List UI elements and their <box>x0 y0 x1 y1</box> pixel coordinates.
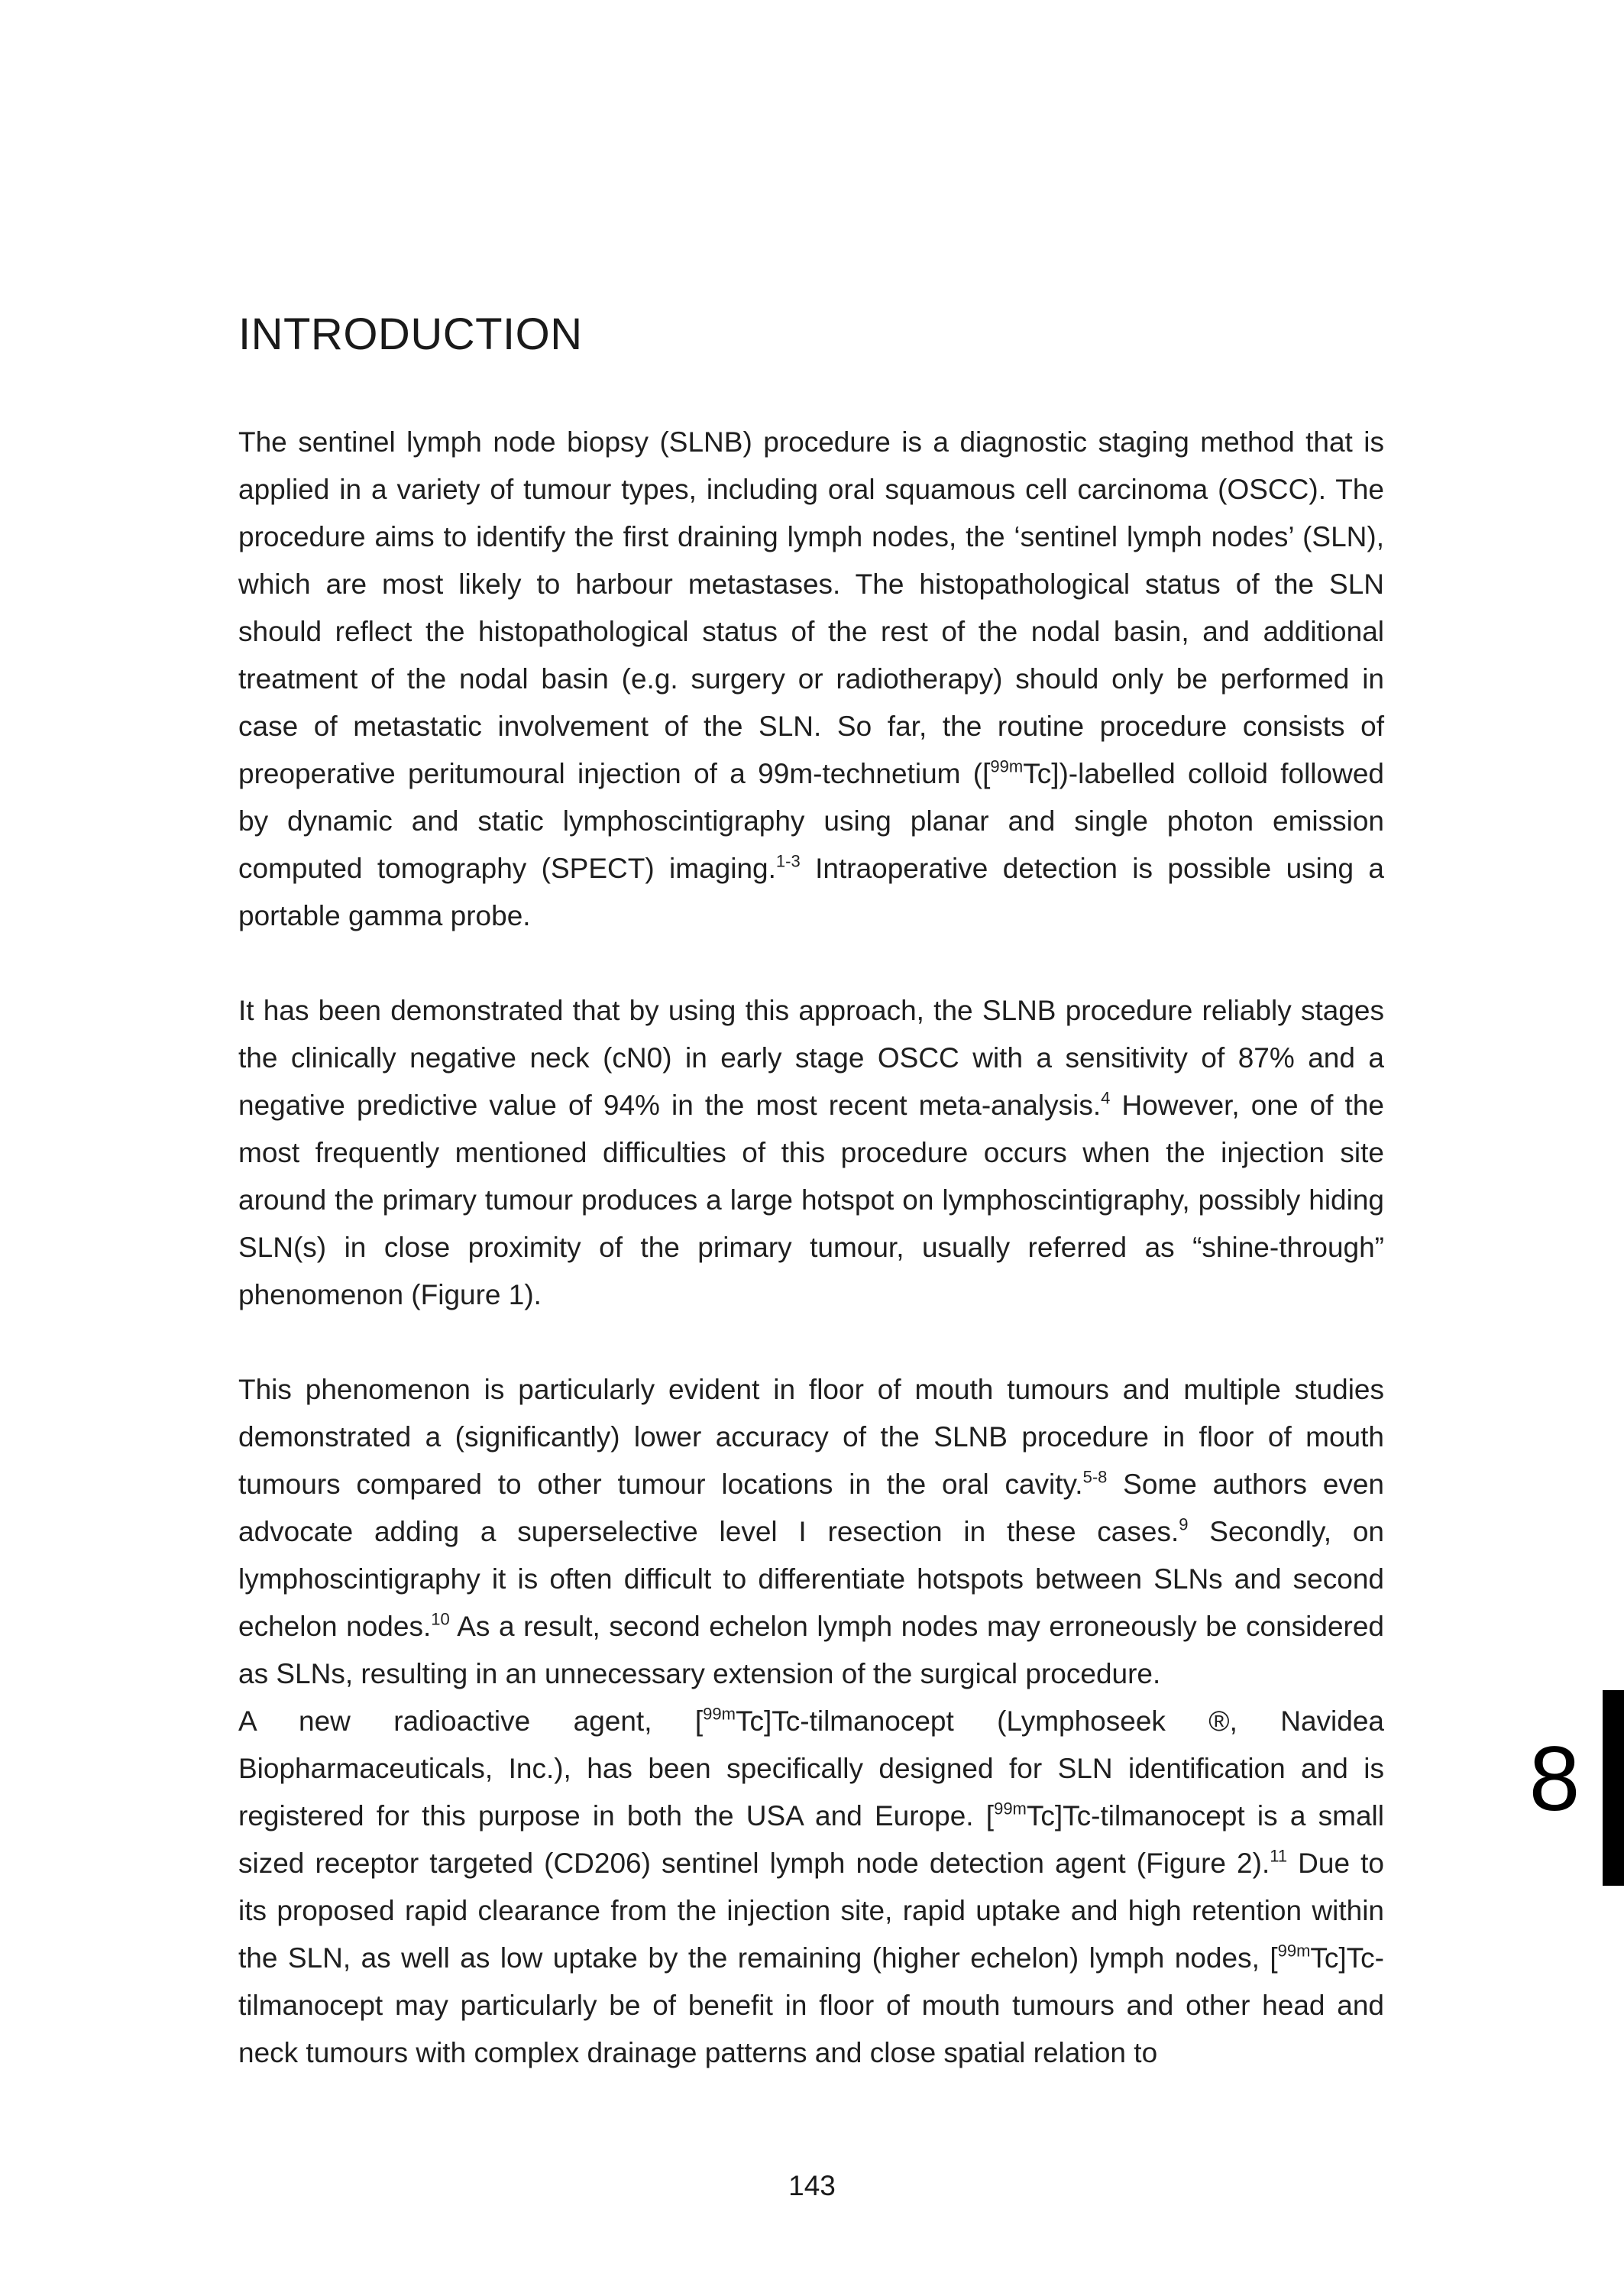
section-heading: INTRODUCTION <box>238 309 583 359</box>
body-text <box>238 419 1384 2077</box>
paragraph: It has been demonstrated that by using this approach, the SLNB procedure reliably stages the clinically negative neck (cN0) in early stage OSCC with a sensitivity of 87% and a negative predictive value of 94% in the most recent meta-analysis.$^4$ However, one of the most frequently mentioned difficulties of this procedure occurs when the injection site around the primary tumour produces a large hotspot on lymphoscintigraphy, possibly hiding SLN(s) in close proximity of the primary tumour, usually referred as “shine-through” phenomenon (Figure 1). <box>238 995 1384 1310</box>
chapter-tab-bar <box>1603 1690 1624 1886</box>
citation-superscript: 5-8 <box>1082 1467 1108 1487</box>
paragraph: A new radioactive agent, [$^{99m}$Tc]Tc-tilmanocept (Lymphoseek ®, Navidea Biopharmaceuticals, Inc.), has been specifically designed for SLN identification and is registered for this purpose in both the USA and Europe. [$^{99m}$Tc]Tc-tilmanocept is a small sized receptor targeted (CD206) sentinel lymph node detection agent (Figure 2).$^{11}$ Due to its proposed rapid clearance from the injection site, rapid uptake and high retention within the SLN, as well as low uptake by the remaining (higher echelon) lymph nodes, [$^{99m}$Tc]Tc-tilmanocept may particularly be of benefit in floor of mouth tumours and other head and neck tumours with complex drainage patterns and close spatial relation to <box>238 1704 1385 2068</box>
chapter-number: 8 <box>1529 1728 1580 1830</box>
paragraph: This phenomenon is particularly evident in floor of mouth tumours and multiple studies demonstrated a (significantly) lower accuracy of the SLNB procedure in floor of mouth tumours compared to other tumour locations in the oral cavity.$^{5-8}$ Some authors even advocate adding a superselective level I resection in these cases.$^9$ Secondly, on lymphoscintigraphy it is often difficult to differentiate hotspots between SLNs and second echelon nodes.$^{10}$ As a result, second echelon lymph nodes may erroneously be considered as SLNs, resulting in an unnecessary extension of the surgical procedure. <box>238 1374 1384 1689</box>
citation-superscript: 1-3 <box>775 851 801 871</box>
citation-superscript: 11 <box>1270 1846 1288 1866</box>
page-number: 143 <box>788 2170 836 2201</box>
superscript: 99m <box>1277 1941 1311 1961</box>
paragraph: The sentinel lymph node biopsy (SLNB) procedure is a diagnostic staging method that is applied in a variety of tumour types, including oral squamous cell carcinoma (OSCC). The procedure aims to identify the first draining lymph nodes, the ‘sentinel lymph nodes’ (SLN), which are most likely to harbour metastases. The histopathological status of the SLN should reflect the histopathological status of the rest of the nodal basin, and additional treatment of the nodal basin (e.g. surgery or radiotherapy) should only be performed in case of metastatic involvement of the SLN. So far, the routine procedure consists of preoperative peritumoural injection of a 99m-technetium ([$^{99m}$Tc])-labelled colloid followed by dynamic and static lymphoscintigraphy using planar and single photon emission computed tomography (SPECT) imaging.$^{1-3}$ Intraoperative detection is possible using a portable gamma probe. <box>238 426 1384 931</box>
citation-superscript: 4 <box>1101 1088 1111 1108</box>
superscript: 99m <box>703 1704 736 1724</box>
citation-superscript: 9 <box>1179 1514 1189 1534</box>
superscript: 99m <box>994 1799 1027 1819</box>
citation-superscript: 10 <box>431 1609 450 1629</box>
superscript: 99m <box>990 756 1024 776</box>
